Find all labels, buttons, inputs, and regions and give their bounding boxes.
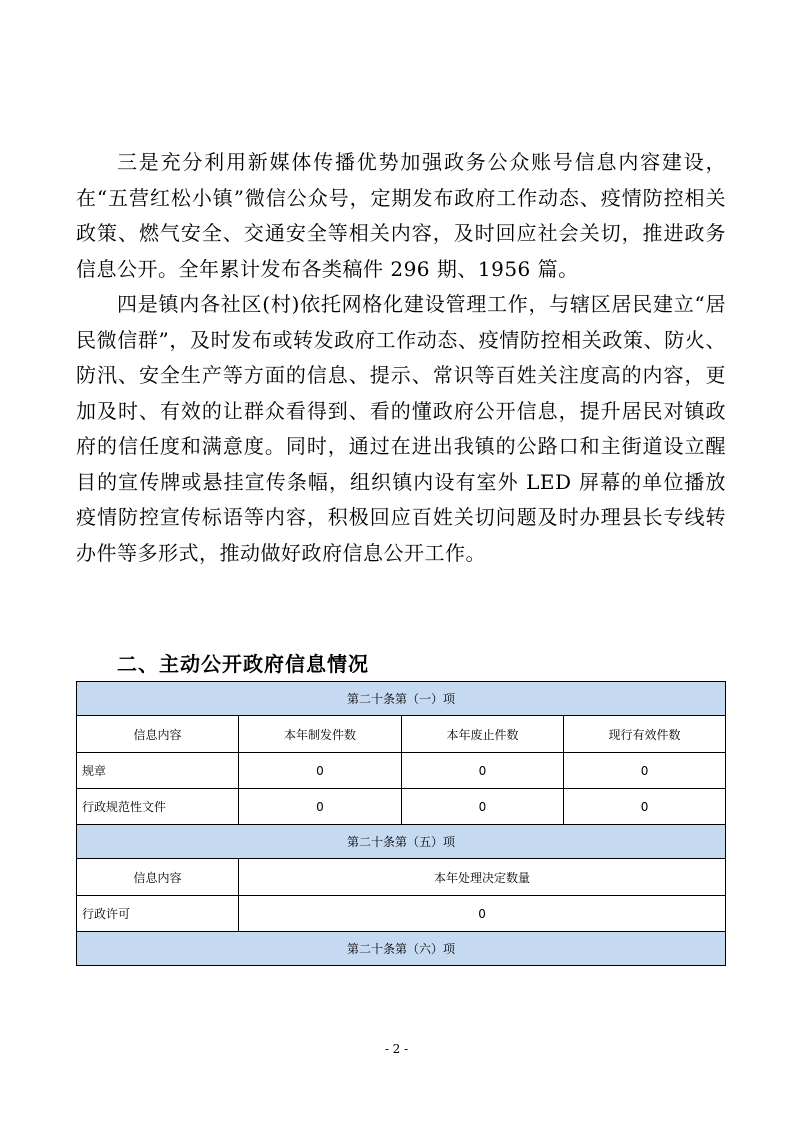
band-title-article20-item6: 第二十条第（六）项 — [77, 932, 726, 966]
table-header-row — [77, 716, 726, 753]
table-cell: 0 — [564, 789, 726, 825]
table-header-row — [77, 859, 726, 896]
header-cell: 本年制发件数 — [239, 716, 402, 753]
header-cell: 信息内容 — [77, 716, 239, 753]
table-cell: 0 — [239, 753, 402, 789]
page-number: - 2 - — [384, 1042, 409, 1056]
row-label: 规章 — [77, 753, 239, 789]
paragraph-community-wechat: 四是镇内各社区(村)依托网格化建设管理工作，与辖区居民建立“居民微信群”，及时发布或转发政府工作动态、疫情防控相关政策、防火、防汛、安全生产等方面的信息、提示、常识等百姓关注度高的内容，更加及时、有效的让群众看得到、看的懂政府公开信息，提升居民对镇政府的信任度和满意度。同时，通过在进出我镇的公路口和主街道设立醒目的宣传牌或悬挂宣传条幅，组织镇内设有室外 LED 屏幕的单位播放疫情防控宣传标语等内容，积极回应百姓关切问题及时办理县长专线转办件等多形式，推动做好政府信息公开工作。 — [76, 292, 726, 565]
header-cell: 现行有效件数 — [564, 716, 726, 753]
table-band-row — [77, 825, 726, 859]
row-label: 行政许可 — [77, 896, 239, 932]
band-title-article20-item1: 第二十条第（一）项 — [77, 682, 726, 716]
header-cell: 信息内容 — [77, 859, 239, 896]
table-cell: 0 — [239, 789, 402, 825]
table-band-row — [77, 682, 726, 716]
disclosure-table — [76, 681, 726, 966]
body-text — [76, 145, 726, 571]
band-title-article20-item5: 第二十条第（五）项 — [77, 825, 726, 859]
table-row — [77, 896, 726, 932]
table-band-row — [77, 932, 726, 966]
table-row — [77, 789, 726, 825]
row-label: 行政规范性文件 — [77, 789, 239, 825]
table-cell: 0 — [564, 753, 726, 789]
table-cell: 0 — [239, 896, 726, 932]
section-heading: 二、主动公开政府信息情况 — [117, 652, 369, 676]
table-cell: 0 — [402, 753, 564, 789]
paragraph-new-media: 三是充分利用新媒体传播优势加强政务公众账号信息内容建设，在“五营红松小镇”微信公众号，定期发布政府工作动态、疫情防控相关政策、燃气安全、交通安全等相关内容，及时回应社会关切，推进政务信息公开。全年累计发布各类稿件 296 期、1956 篇。 — [76, 150, 726, 281]
table-cell: 0 — [402, 789, 564, 825]
header-cell: 本年废止件数 — [402, 716, 564, 753]
table-row — [77, 753, 726, 789]
header-cell: 本年处理决定数量 — [239, 859, 726, 896]
